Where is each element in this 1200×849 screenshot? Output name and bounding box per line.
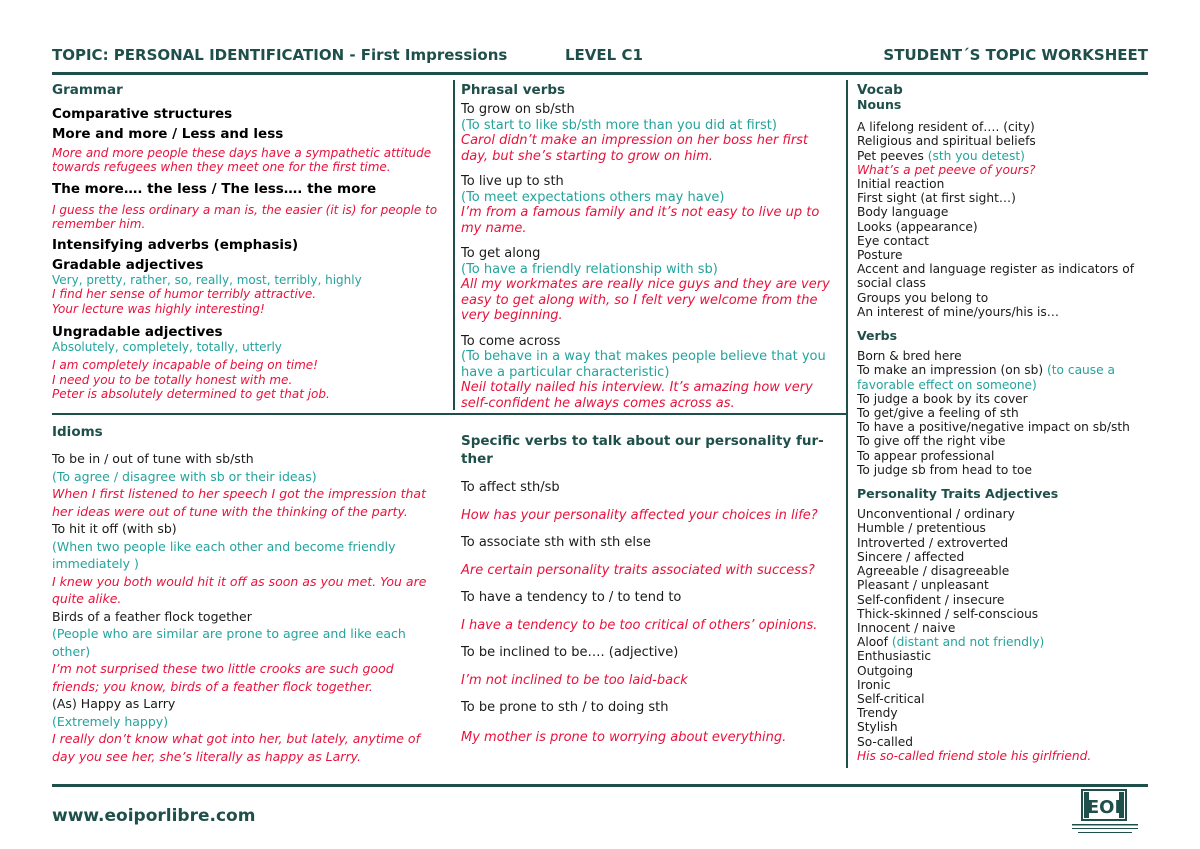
noun-8: Eye contact	[857, 233, 929, 248]
worksheet-label: STUDENT´S TOPIC WORKSHEET	[883, 46, 1148, 64]
noun-4: Initial reaction	[857, 177, 945, 192]
idiom-1: To be in / out of tune with sb/sth	[52, 451, 254, 466]
phrasal-3-def: (To have a friendly relationship with sb)	[461, 261, 718, 277]
ungradable-example-3: Peter is absolutely determined to get that job.	[52, 386, 330, 401]
verb-2-def: (to cause a favorable effect on someone)	[857, 363, 1115, 392]
trait-6: Pleasant / unpleasant	[857, 578, 989, 593]
vocab-section	[857, 82, 1149, 763]
header-rule	[52, 72, 1148, 75]
eoi-logo	[1068, 788, 1148, 838]
gradable-title: Gradable adjectives	[52, 257, 204, 274]
verb-5: To have a positive/negative impact on sb/sth	[857, 420, 1130, 435]
idiom-1-def: (To agree / disagree with sb or their ideas)	[52, 468, 317, 484]
phrasal-3: To get along	[461, 246, 541, 261]
idioms-section	[52, 424, 442, 765]
level-label: LEVEL C1	[565, 46, 643, 64]
trait-17-example: His so-called friend stole his girlfriend.	[857, 748, 1092, 763]
more-example: More and more people these days have a sympathetic attitude towards refugees when they meet one for the first time.	[52, 146, 432, 175]
noun-10: Accent and language register as indicators of social class	[857, 262, 1135, 291]
trait-15: Trendy	[857, 706, 898, 721]
trait-7: Self-confident / insecure	[857, 592, 1005, 607]
trait-9: Innocent / naive	[857, 620, 956, 635]
noun-3-example: What’s a pet peeve of yours?	[857, 162, 1036, 177]
specific-verb-2-example: Are certain personality traits associated with success?	[461, 562, 815, 578]
trait-2: Humble / pretentious	[857, 521, 986, 536]
the-more-example: I guess the less ordinary a man is, the easier (it is) for people to remember him.	[52, 202, 438, 231]
specific-verb-1: To affect sth/sb	[461, 480, 560, 495]
noun-1: A lifelong resident of…. (city)	[857, 120, 1035, 135]
phrasal-4-def: (To behave in a way that makes people believe that you have a particular characteristic)	[461, 349, 826, 380]
verb-1: Born & bred here	[857, 349, 962, 364]
noun-12: An interest of mine/yours/his is…	[857, 304, 1059, 319]
phrasal-section	[461, 82, 833, 411]
gradable-example-1: I find her sense of humor terribly attractive.	[52, 287, 317, 302]
verb-2-term: To make an impression (on sb)	[857, 363, 1044, 378]
phrasal-4: To come across	[461, 333, 561, 349]
trait-8: Thick-skinned / self-conscious	[857, 606, 1039, 621]
idiom-3-def: (People who are similar are prone to agree and like each other)	[52, 626, 406, 659]
topic-title: TOPIC: PERSONAL IDENTIFICATION - First Impressions	[52, 46, 508, 64]
specific-verb-5: To be prone to sth / to doing sth	[461, 700, 669, 715]
ungradable-list: Absolutely, completely, totally, utterly	[52, 340, 282, 355]
phrasal-1-def: (To start to like sb/sth more than you did at first)	[461, 117, 777, 133]
grammar-section	[52, 82, 448, 401]
specific-verb-4-example: I’m not inclined to be too laid-back	[461, 672, 688, 688]
trait-3: Introverted / extroverted	[857, 535, 1009, 550]
logo-text: EOI	[1086, 797, 1122, 818]
trait-16: Stylish	[857, 720, 898, 735]
divider-mid	[52, 413, 846, 415]
idiom-1-example: When I first listened to her speech I got the impression that her ideas were out of tune with the thinking of the party.	[52, 486, 426, 519]
specific-verb-2: To associate sth with sth else	[461, 535, 651, 550]
grammar-title: Grammar	[52, 82, 123, 98]
idiom-2-example: I knew you both would hit it off as soon as you met. You are quite alike.	[52, 573, 427, 606]
divider-2	[846, 80, 848, 768]
idiom-3: Birds of a feather flock together	[52, 608, 252, 624]
gradable-list: Very, pretty, rather, so, really, most, terribly, highly	[52, 273, 362, 288]
verb-2	[857, 363, 1149, 391]
nouns-title: Nouns	[857, 97, 902, 112]
specific-title: Specific verbs to talk about our personality fur-ther	[461, 433, 824, 467]
specific-verbs-section	[461, 432, 831, 745]
verb-4: To get/give a feeling of sth	[857, 406, 1019, 421]
noun-3-term: Pet peeves	[857, 148, 924, 163]
trait-1: Unconventional / ordinary	[857, 507, 1015, 522]
trait-17: So-called	[857, 734, 913, 749]
trait-5: Agreeable / disagreeable	[857, 564, 1010, 579]
specific-verb-1-example: How has your personality affected your choices in life?	[461, 507, 818, 523]
specific-verb-3-example: I have a tendency to be too critical of others’ opinions.	[461, 617, 818, 633]
noun-6: Body language	[857, 205, 949, 220]
divider-1	[453, 80, 455, 410]
phrasal-2-example: I’m from a famous family and it’s not easy to live up to my name.	[461, 205, 820, 236]
specific-verb-4: To be inclined to be…. (adjective)	[461, 645, 679, 660]
noun-11: Groups you belong to	[857, 290, 989, 305]
specific-verb-3: To have a tendency to / to tend to	[461, 590, 682, 605]
footer-url[interactable]: www.eoiporlibre.com	[52, 806, 256, 826]
trait-10-term: Aloof	[857, 635, 888, 650]
idiom-2-def: (When two people like each other and become friendly immediately )	[52, 538, 396, 571]
noun-3-def: (sth you detest)	[927, 148, 1025, 163]
phrasal-2: To live up to sth	[461, 174, 564, 189]
phrasal-1: To grow on sb/sth	[461, 102, 575, 117]
idiom-4-example: I really don’t know what got into her, but lately, anytime of day you see her, she’s literally as happy as Larry.	[52, 731, 420, 764]
trait-12: Outgoing	[857, 663, 914, 678]
idiom-4: (As) Happy as Larry	[52, 696, 176, 711]
idiom-2: To hit it off (with sb)	[52, 521, 177, 536]
phrasal-4-example: Neil totally nailed his interview. It’s amazing how very self-confident he always comes across as.	[461, 380, 813, 411]
trait-13: Ironic	[857, 677, 891, 692]
verb-8: To judge sb from head to toe	[857, 462, 1032, 477]
idioms-title: Idioms	[52, 424, 103, 440]
traits-title: Personality Traits Adjectives	[857, 486, 1059, 502]
comparative-title: Comparative structures	[52, 106, 233, 122]
phrasal-title: Phrasal verbs	[461, 82, 566, 98]
trait-14: Self-critical	[857, 691, 925, 706]
verb-3: To judge a book by its cover	[857, 391, 1028, 406]
trait-11: Enthusiastic	[857, 649, 932, 664]
ungradable-example-1: I am completely incapable of being on time!	[52, 358, 318, 373]
trait-4: Sincere / affected	[857, 549, 965, 564]
more-and-more: More and more / Less and less	[52, 126, 284, 142]
trait-10	[857, 635, 1149, 649]
verb-7: To appear professional	[857, 448, 995, 463]
specific-verb-5-example: My mother is prone to worrying about everything.	[461, 729, 787, 745]
footer-rule	[52, 784, 1148, 787]
phrasal-1-example: Carol didn’t make an impression on her boss her first day, but she’s starting to grow on him.	[461, 133, 809, 164]
noun-2: Religious and spiritual beliefs	[857, 134, 1036, 149]
noun-5: First sight (at first sight…)	[857, 191, 1016, 206]
vocab-title: Vocab	[857, 82, 903, 98]
idiom-4-def: (Extremely happy)	[52, 713, 169, 729]
noun-7: Looks (appearance)	[857, 219, 978, 234]
the-more: The more…. the less / The less…. the more	[52, 180, 377, 197]
noun-3	[857, 149, 1149, 163]
noun-9: Posture	[857, 248, 903, 263]
ungradable-example-2: I need you to be totally honest with me.	[52, 372, 293, 387]
verb-6: To give off the right vibe	[857, 434, 1006, 449]
ungradable-title: Ungradable adjectives	[52, 324, 223, 341]
verbs-title: Verbs	[857, 328, 898, 344]
phrasal-3-example: All my workmates are really nice guys and they are very easy to get along with, so I felt very welcome from the very beginning.	[461, 277, 830, 323]
gradable-example-2: Your lecture was highly interesting!	[52, 301, 265, 316]
phrasal-2-def: (To meet expectations others may have)	[461, 189, 725, 205]
intensifying-title: Intensifying adverbs (emphasis)	[52, 237, 299, 254]
idiom-3-example: I’m not surprised these two little crooks are such good friends; you know, birds of a feather flock together.	[52, 661, 394, 694]
trait-10-def: (distant and not friendly)	[891, 635, 1045, 650]
